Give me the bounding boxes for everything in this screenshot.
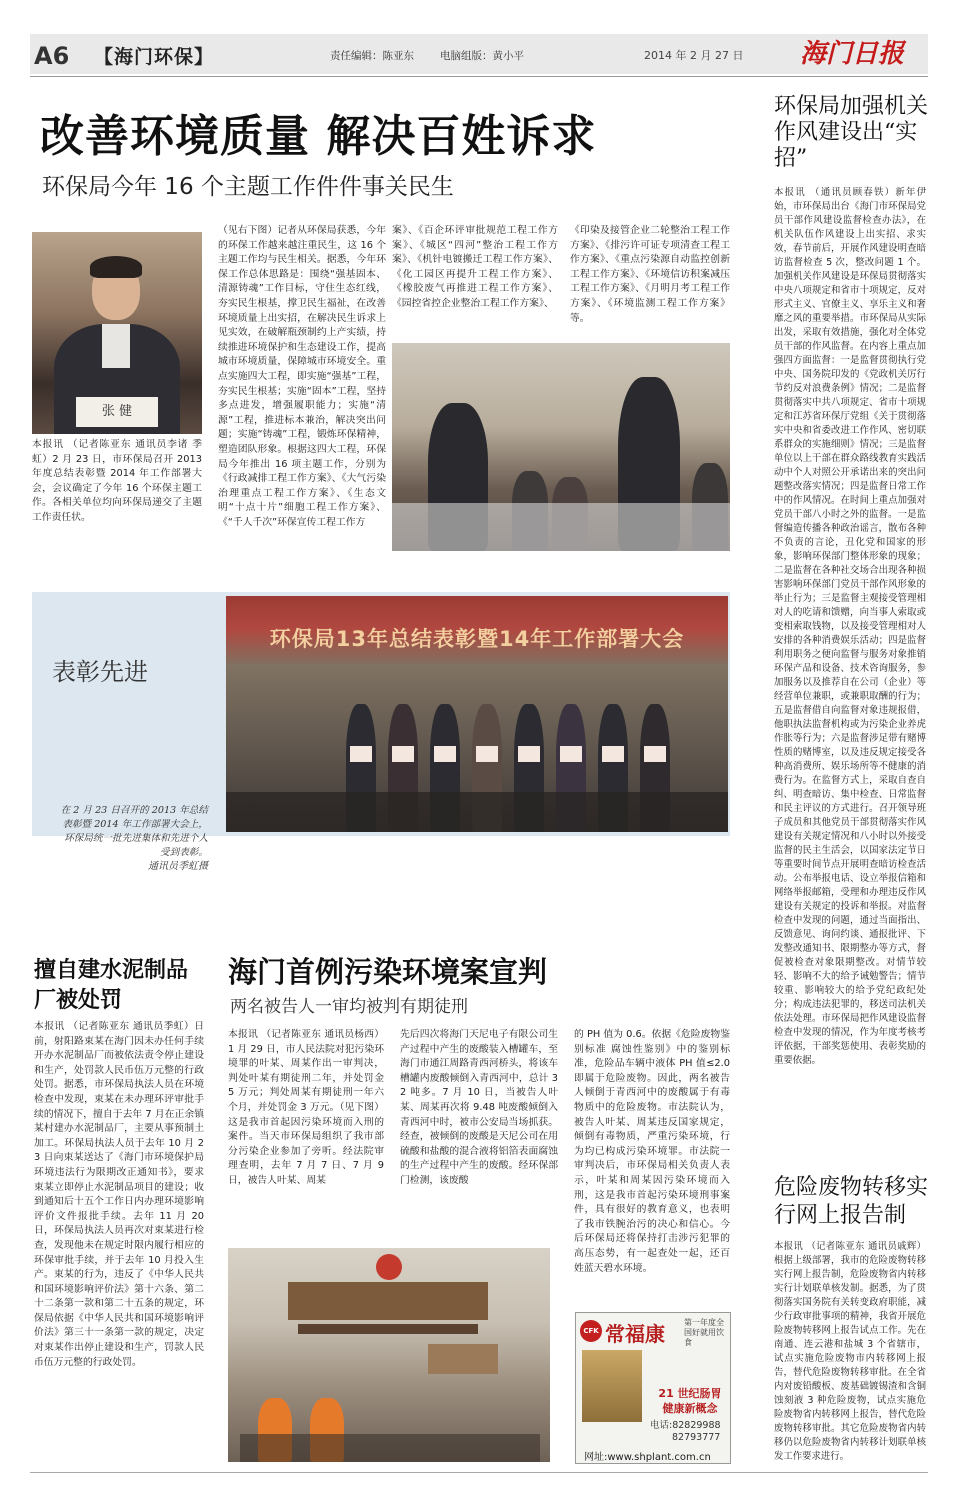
court-emblem-icon [376, 1254, 402, 1280]
main-subheadline: 环保局今年 16 个主题工作件件事关民生 [42, 174, 454, 200]
ad-phone-2: 82793777 [672, 1432, 721, 1443]
speaker-photo [32, 232, 202, 434]
editor-credits [330, 48, 550, 63]
masthead-logo: 海门日报 [800, 39, 905, 69]
footer-divider [30, 1472, 928, 1473]
sidebar-headline: 环保局加强机关作风建设出“实招” [774, 94, 929, 171]
cement-headline: 擅自建水泥制品厂被处罚 [34, 957, 189, 1013]
ad-brand: 常福康 [605, 1322, 665, 1346]
ad-slogan [651, 1386, 729, 1416]
courtroom-photo [228, 1248, 550, 1462]
section-title: 【海门环保】 [94, 46, 215, 68]
ad-phone [650, 1420, 730, 1444]
lead-col-4: 《印染及接管企业二轮整治工程工作方案》、《排污许可证专项清查工程工作方案》、《重点污染源自动监控创新工程工作方案》、《环境信访积案减压工程工作方案》、《月明月考工程工作方案》、《环境监测工程工作方案》等。 [570, 225, 730, 324]
sidebar-body: 本报讯 （通讯员顾春铁）新年伊始，市环保局出台《海门市环保局党员干部作风建设监督检查办法》，在机关队伍作风建设上出实招、求实效，春节前后，开展作风建设明查暗访监督检查 5 次，整改问题 1 个。加强机关作风建设是环保局贯彻落实中央八项规定和省市十项规定，反对形式主义、官僚主义、享乐主义和奢靡之风的重要举措。市环保局从实际出发，采取有效措施，强化对全体党员干部的作风监督。在内容上重点加强四方面监督：一是监督贯彻执行党中央、国务院印发的《党政机关厉行节约反对浪费条例》情况；二是监督贯彻落实中共八项规定、省市十项规定和江苏省环保厅党组《关于贯彻落实中央和省委改进工作作风、密切联系群众的实施细则》情况；三是监督单位以上干部在群众路线教育实践活动中个人对照公开承诺出来的突出问题整改落实情况；四是监督日常工作中的作风情况。在时间上重点加强对党员干部八小时之外的监督。一是监督编造传播各种政治谣言，散布各种不负责的言论，丑化党和国家的形象，影响环保部门整体形象的现象；二是监督在各种社交场合出现各种损害影响环保部门党员干部作风形象的举止行为；三是监督主观接受管理相对人的吃请和馈赠，向当事人索取或变相索取钱物，以及接受管理相对人安排的各种消费娱乐活动；四是监督利用职务之便向监督与服务对象推销环保产品和设备、技术咨询服务，参加服务以及推荐自在公司（企业）等经营单位兼职，或兼职取酬的行为；五是监督借自向监督对象违规报借，他职执法监督机构或为污染企业养虎作胀等行为；六是监督涉足带有赌博性质的赌博室，以及违反规定接受各种高消费所、娱乐场所等不健康的消费行为。在监督方式上，采取自查自纠、明查暗访、集中检查、日常监督和民主评议的方式进行。召开领导班子成员和其他党员干部贯彻落实作风建设有关规定情况和八小时以外接受监督的民主生活会，以国家法定节日等重要时间节点开展明查暗访检查活动。公布举报电话、设立举报信箱和网络举报邮箱，受理和办理违反作风建设有关规定的投诉和举报。对监督检查中发现的问题，通过当面指出、反馈意见、询问约谈、通报批评、下发整改通知书、限期整办等方式，督促被检查对象限期整改。对情节较轻、影响不大的给予诫勉警告；情节较重、影响较大的给予党纪政纪处分；构成违法犯罪的，移送司法机关依法处理。市环保局把作风建设监督检查中发现的情况，作为年度考核考评依据，干部奖惩使用、表彰奖励的重要依据。 [774, 187, 926, 1066]
pollution-col-1: 本报讯 （记者陈亚东 通讯员杨西）1 月 29 日，市人民法院对犯污染环境罪的叶某、周某作出一审判决，判处叶某有期徒刑二年，并处罚金 5 万元；判处周某有期徒刑一年六个月，并处罚金 3 万元。（见下图）这是我市首起因污染环境而入刑的案件。当天市环保局组织了我市部分污染企业参加了旁听。经法院审理查明，去年 7 月 7 日、7 月 9 日，被告人叶某、周某 [228, 1029, 384, 1186]
commendation-caption [56, 804, 208, 874]
award-ceremony-photo [226, 596, 728, 832]
pollution-case-subheadline: 两名被告人一审均被判有期徒刑 [230, 997, 468, 1017]
hazard-body: 本报讯 （记者陈亚东 通讯员戚辉）根据上级部署，我市的危险废物转移实行网上报告制，危险废物省内转移实行计划联单核发制。据悉，为了贯彻落实国务院有关转变政府职能，减少行政审批事项的精神，我省开展危险废物转移网上报告试点工作。先在南通、连云港和盐城 3 个省辖市，试点实施危险废物市内转移网上报告，替代危险废物转移审批。在全省内对废铅酸板、废基础镀锡渣和含铜蚀刻液 3 种危险废物，试点实施危险废物省内转移网上报告，替代危险废物转移审批。其它危险废物省内转移仍以危险废物省内转移计划联单核发工作要求进行。 [774, 1241, 926, 1462]
responsibility-signing-photo [392, 343, 730, 551]
pollution-col-3: 的 PH 值为 0.6。依据《危险废物鉴别标准 腐蚀性鉴别》中的鉴别标准，危险品车辆中液体 PH 值≤2.0 即属于危险废物。因此，两名被告人倾倒于青西河中的废酸属于有毒物质中的危险废物。市法院认为，被告人叶某、周某违反国家规定，倾倒有毒物质，严重污染环境，行为均已构成污染环境罪。市法院一审判决后，市环保局相关负责人表示，叶某和周某因污染环境而入刑，这是我市首起污染环境刑事案件，具有很好的教育意义，也表明了我市铁腕治污的决心和信心。今后环保局还将保持打击涉污犯罪的高压态势，有一起查处一起，还百姓蓝天碧水环境。 [574, 1029, 730, 1274]
ad-slogan-line-1: 21 世纪肠胃 [658, 1387, 722, 1400]
page-number: A6 [34, 42, 70, 70]
ad-phone-1: 82829988 [672, 1420, 721, 1431]
ad-phone-label: 电话: [650, 1420, 673, 1431]
designer: 电脑组版：黄小平 [440, 50, 524, 62]
ad-url[interactable]: 网址:www.shplant.com.cn [584, 1452, 711, 1463]
photo-credit: 通讯员季虹摄 [148, 861, 208, 872]
meeting-banner: 环保局13年总结表彰暨14年工作部署大会 [269, 627, 685, 651]
lead-col-3: 案》、《百企环评审批规范工程工作方案》、《城区“四河”整治工程工作方案》、《机针电镀搬迁工程工作方案》、《化工园区再提升工程工作方案》、《橡胶废气再推进工程工作方案》、《园控省控企业整治工程工作方案》、 [392, 225, 558, 309]
ad-tagline: 第一年度全国好就用饮食 [684, 1318, 724, 1347]
cement-body: 本报讯 （记者陈亚东 通讯员季虹）日前，射阳路束某在海门因未办任何手续开办水泥制品厂而被依法责令停止建设和生产，处罚款人民币伍万元整的行政处罚。据悉，市环保局执法人员在环境检查中发现，束某在未办理环评审批手续的情况下，擅自于去年 7 月在正余镇某村建办水泥制品厂，主要从事预制土加工。环保局执法人员于去年 10 月 23 日向束某送达了《海门市环境保护局环境违法行为限期改正通知书》，要求束某立即停止水泥制品项目的建设；收到通知后十五个工作日内办理环境影响评价文件报批手续。去年 11 月 20 日，环保局执法人员再次对束某进行检查，发现他未在规定时限内履行相应的环保审批手续，并于去年 10 月投入生产。束某的行为，违反了《中华人民共和国环境影响评价法》第十六条、第二十二条第一款和第二十五条的规定，环保局依据《中华人民共和国环境影响评价法》第三十一条第一款的规定，决定对束某作出停止建设和生产，罚款人民币伍万元整的行政处罚。 [34, 1021, 204, 1368]
header-divider [30, 76, 928, 77]
commendation-title: 表彰先进 [52, 658, 148, 686]
publication-date: 2014 年 2 月 27 日 [644, 49, 744, 62]
lead-col-1: 本报讯 （记者陈亚东 通讯员李诸 季虹）2 月 23 日，市环保局召开 2013 年度总结表彰暨 2014 年工作部署大会，会议确定了今年 16 个环保主题工作。各相关单位均向环保局递交了主题工作责任状。 [32, 439, 202, 523]
ad-slogan-line-2: 健康新概念 [662, 1402, 718, 1415]
main-headline: 改善环境质量 解决百姓诉求 [40, 111, 597, 162]
lead-col-2: （见右下图）记者从环保局获悉，今年的环保工作越来越注重民生，这 16 个主题工作均与民生相关。据悉，今年环保工作总体思路是：围绕“强基固本、清源铸魂”工作目标，守住生态红线，夯实民生根基，撑卫民生福祉，在改善环境质量上出实招，在解决民生诉求上见实效，在破解瓶颈制约上产实绩，持续推进环境保护和生态建设工作，提高城市环境质量，保障城市环境安全。重点实施四大工程，即实施“强基”工程，夯实民生根基；实施“固本”工程，坚持多点进发，增强履职能力；实施“清源”工程，推进标本兼治，解决突出问题；实施“铸魂”工程，锻炼环保精神，塑造团队形象。根据这四大工程，环保局今年推出 16 项主题工作，分别为《行政减排工程工作方案》、《大气污染治理重点工程工作方案》、《生态文明“十点十片”细胞工程工作方案》、《“千人千次”环保宣传工程工作方 [218, 225, 386, 528]
ad-product-image [582, 1350, 642, 1422]
pollution-case-headline: 海门首例污染环境案宣判 [228, 955, 548, 989]
ad-logo-icon: CFK [580, 1320, 602, 1342]
editor: 责任编辑：陈亚东 [330, 50, 414, 62]
caption-text: 在 2 月 23 日召开的 2013 年总结表彰暨 2014 年工作部署大会上，环保局统一批先进集体和先进个人受到表彰。 [60, 805, 208, 858]
nameplate: 张 健 [76, 397, 158, 427]
pollution-col-2: 先后四次将海门天尼电子有限公司生产过程中产生的废酸装入槽罐车，至海门市通江周路青西河桥头，将该车槽罐内废酸倾倒入青西河中，总计 32 吨多。7 月 10 日，当被告人叶某、周某再次将 9.48 吨废酸倾倒入青西河中时，被市公安局当场抓获。经查，被倾倒的废酸是天尼公司在用硫酸和盐酸的混合液将铝箔表面腐蚀的生产过程中产生的废酸。经环保部门检测，该废酸 [400, 1029, 558, 1186]
hazard-headline: 危险废物转移实行网上报告制 [774, 1175, 929, 1228]
